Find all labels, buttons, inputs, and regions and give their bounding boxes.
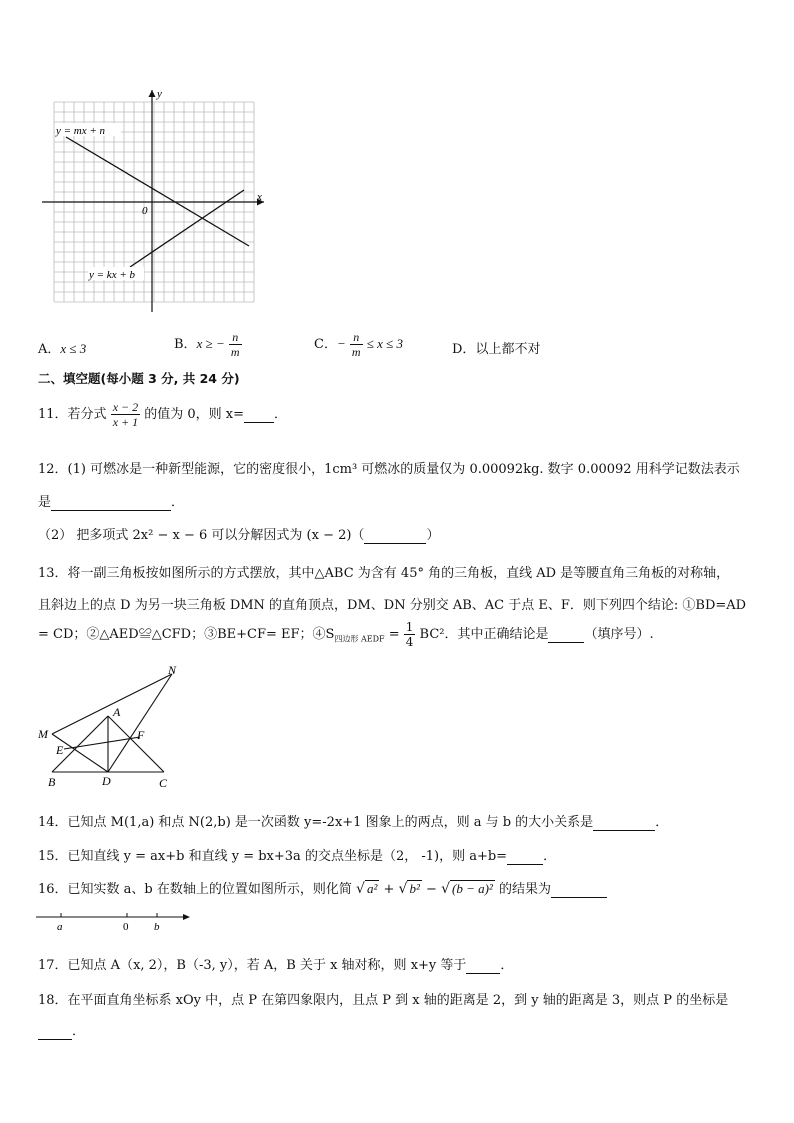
q16-radical-3: (b − a)² [451, 881, 493, 896]
q16-prefix: 16．已知实数 a、b 在数轴上的位置如图所示，则化简 [38, 882, 352, 897]
q13-line3 [38, 620, 654, 649]
q11-num: x − 2 [112, 400, 139, 414]
option-b-letter: B． [174, 337, 197, 352]
q16-suffix: 的结果为 [498, 882, 551, 897]
triangle-figure [34, 662, 184, 792]
q12-part2 [38, 524, 439, 544]
option-c-prefix: − [336, 336, 346, 351]
q14-text: 14．已知点 M(1,a) 和点 N(2,b) 是一次函数 y=-2x+1 图象上的两点，则 a 与 b 的大小关系是 [38, 815, 594, 830]
q18-answer-blank[interactable] [38, 1024, 72, 1040]
option-c-fraction [350, 330, 363, 359]
question-17 [38, 954, 513, 974]
section-heading: 二、填空题(每小题 3 分, 共 24 分) [38, 371, 240, 386]
q14-answer-blank[interactable] [593, 815, 655, 831]
point-B: B [48, 775, 56, 789]
q12-line2-end: ． [171, 495, 185, 510]
question-15 [38, 845, 556, 865]
q12-part2-prefix: （2） 把多项式 2x² − x − 6 可以分解因式为 (x − 2)（ [38, 528, 365, 543]
q13-line3-b: BC²．其中正确结论是 [419, 627, 549, 642]
q11-den: x + 1 [112, 415, 139, 429]
option-d-text: 以上都不对 [475, 342, 541, 357]
numberline-a: a [57, 921, 63, 933]
option-d-letter: D． [452, 342, 476, 357]
q10-option-c [314, 330, 403, 359]
line1-label: y = mx + n [56, 125, 106, 137]
q12-part2-blank[interactable] [364, 528, 426, 544]
option-c-letter: C． [314, 337, 337, 352]
point-M: M [38, 727, 48, 741]
q15-text: 15．已知直线 y = ax+b 和直线 y = bx+3a 的交点坐标是（2， -1)，则 a+b= [38, 849, 508, 864]
q13-line2: 且斜边上的点 D 为另一块三角板 DMN 的直角顶点，DM、DN 分别交 AB、AC 于点 E、F．则下列四个结论: ①BD=AD [38, 598, 747, 613]
option-c-den: m [351, 345, 361, 359]
point-N: N [168, 663, 177, 677]
q15-end: ． [543, 849, 557, 864]
question-11 [38, 400, 287, 429]
q14-end: ． [655, 815, 669, 830]
option-c-suffix: ≤ x ≤ 3 [366, 336, 403, 351]
q18-line2-end: ． [72, 1024, 86, 1039]
q13-line3-eq: = [388, 627, 400, 642]
numberline-b: b [154, 921, 160, 933]
point-D: D [102, 774, 111, 788]
q16-radical-1: a² [366, 881, 378, 896]
line-mx-n [66, 137, 249, 246]
q11-suffix: 的值为 0，则 x= [144, 407, 245, 422]
q12-line2 [38, 491, 184, 511]
option-b-fraction [229, 330, 242, 359]
q10-option-b [174, 330, 242, 359]
q13-den: 4 [405, 635, 414, 649]
question-16: 16．已知实数 a、b 在数轴上的位置如图所示，则化简 √ a² + √ b² − √ (b − a)² 的结果为 [38, 878, 607, 898]
option-a-letter: A． [38, 342, 61, 357]
q18-line1: 18．在平面直角坐标系 xOy 中，点 P 在第四象限内，且点 P 到 x 轴的距离是 2，到 y 轴的距离是 3，则点 P 的坐标是 [38, 993, 729, 1008]
option-a-text: x ≤ 3 [60, 341, 87, 356]
point-E: E [56, 743, 64, 757]
q11-prefix: 11．若分式 [38, 407, 107, 422]
q12-part2-end: ） [426, 528, 440, 543]
q12-answer-blank[interactable] [51, 495, 171, 511]
q11-fraction [111, 400, 140, 429]
q15-answer-blank[interactable] [507, 849, 543, 865]
q16-answer-blank[interactable] [551, 882, 607, 898]
y-axis-label: y [157, 88, 162, 100]
option-b-num: n [229, 330, 242, 345]
q13-line1: 13．将一副三角板按如图所示的方式摆放，其中△ABC 为含有 45° 角的三角板，直线 AD 是等腰直角三角板的对称轴， [38, 566, 730, 581]
q13-line3-sub: 四边形 AEDF [334, 634, 385, 644]
point-A: A [113, 705, 121, 719]
q10-option-a [38, 338, 86, 357]
point-C: C [159, 776, 168, 790]
line2-label: y = kx + b [89, 269, 135, 281]
q16-radical-2: b² [409, 881, 420, 896]
q17-text: 17．已知点 A（x, 2），B（-3, y），若 A，B 关于 x 轴对称，则 x+y 等于 [38, 958, 467, 973]
number-line [34, 910, 194, 936]
q16-plus: + [383, 882, 395, 897]
option-c-num: n [350, 330, 363, 345]
q16-minus: − [426, 882, 437, 897]
q13-num: 1 [405, 620, 414, 634]
option-b-den: m [230, 345, 240, 359]
q17-answer-blank[interactable] [466, 958, 500, 974]
coordinate-graph [38, 86, 270, 316]
q10-option-d [452, 338, 540, 357]
q12-line2-prefix: 是 [38, 495, 52, 510]
numberline-zero: 0 [123, 921, 129, 933]
q12-line1: 12．(1) 可燃冰是一种新型能源，它的密度很小，1cm³ 可燃冰的质量仅为 0.00092kg. 数字 0.00092 用科学记数法表示 [38, 462, 740, 477]
q18-line2 [38, 1020, 85, 1040]
q13-fraction [404, 620, 416, 649]
point-F: F [137, 728, 145, 742]
q17-end: ． [500, 958, 514, 973]
q11-end: ． [274, 407, 288, 422]
q13-line3-end: （填序号）. [584, 627, 654, 642]
option-b-prefix: x ≥ − [196, 336, 225, 351]
q11-answer-blank[interactable] [244, 407, 274, 423]
q13-answer-blank[interactable] [548, 627, 584, 643]
q13-line3-a: = CD；②△AED≌△CFD；③BE+CF= EF；④S [38, 627, 335, 642]
question-14 [38, 811, 668, 831]
x-axis-label: x [257, 191, 262, 203]
origin-label: 0 [142, 205, 148, 217]
